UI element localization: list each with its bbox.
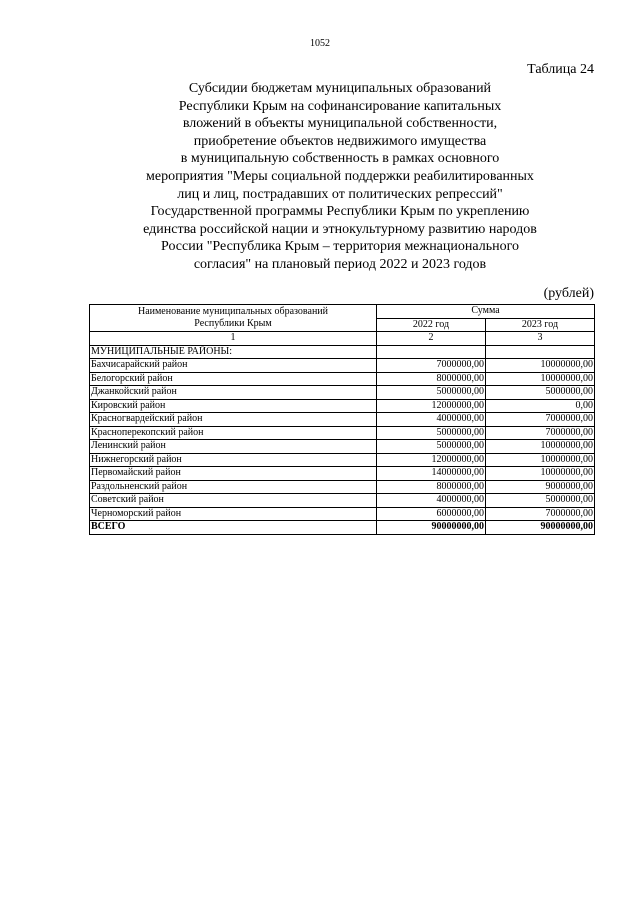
header-year-2022: 2022 год [377,318,486,332]
section-empty-cell [486,345,595,359]
amount-2023-cell: 5000000,00 [486,494,595,508]
district-name-cell: Белогорский район [90,372,377,386]
table-row [90,359,595,373]
table-row [90,467,595,481]
amount-2023-cell: 5000000,00 [486,386,595,400]
amount-2023-cell: 9000000,00 [486,480,595,494]
table-row [90,386,595,400]
amount-2023-cell: 7000000,00 [486,426,595,440]
total-row [90,521,595,535]
table-row [90,426,595,440]
page-number: 1052 [310,38,330,49]
document-title: Субсидии бюджетам муниципальных образований Республики Крым на софинансирование капитальных вложений в объекты муниципальной собственности, приобретение объектов недвижимого имущества в муниципальную собственность в рамках основного мероприятия "Меры социальной поддержки реабилитированных лиц и лиц, пострадавших от политических репрессий" Государственной программы Республики Крым по укреплению единства российской нации и этнокультурному развитию народов России "Республика Крым – территория межнационального согласия" на плановый период 2022 и 2023 годов [143,81,537,272]
amount-2022-cell: 7000000,00 [377,359,486,373]
column-number-3: 3 [486,332,595,346]
section-row [90,345,595,359]
header-name-line1: Наименование муниципальных образований [137,306,329,317]
header-sum-cell: Сумма [377,305,595,319]
district-name-cell: Красноперекопский район [90,426,377,440]
amount-2023-cell: 90000000,00 [486,521,595,535]
column-number-1: 1 [90,332,377,346]
district-name-cell: Ленинский район [90,440,377,454]
district-name-cell: ВСЕГО [90,521,377,535]
amount-2022-cell: 5000000,00 [377,440,486,454]
header-year-2023: 2023 год [486,318,595,332]
amount-2022-cell: 12000000,00 [377,399,486,413]
district-name-cell: Черноморский район [90,507,377,521]
amount-2023-cell: 10000000,00 [486,453,595,467]
amount-2022-cell: 14000000,00 [377,467,486,481]
amount-2022-cell: 12000000,00 [377,453,486,467]
amount-2023-cell: 10000000,00 [486,359,595,373]
table-row [90,494,595,508]
header-name-line2: Республики Крым [194,318,272,329]
section-empty-cell [377,345,486,359]
column-number-2: 2 [377,332,486,346]
amount-2022-cell: 4000000,00 [377,494,486,508]
table-row [90,440,595,454]
units-label: (рублей) [543,286,594,301]
amount-2023-cell: 7000000,00 [486,507,595,521]
amount-2022-cell: 8000000,00 [377,480,486,494]
table-row [90,480,595,494]
amount-2022-cell: 5000000,00 [377,386,486,400]
amount-2023-cell: 10000000,00 [486,440,595,454]
amount-2022-cell: 6000000,00 [377,507,486,521]
district-name-cell: Кировский район [90,399,377,413]
table-row [90,399,595,413]
district-name-cell: Нижнегорский район [90,453,377,467]
amount-2022-cell: 8000000,00 [377,372,486,386]
amount-2022-cell: 5000000,00 [377,426,486,440]
district-name-cell: Советский район [90,494,377,508]
table-label: Таблица 24 [527,62,594,77]
amount-2023-cell: 7000000,00 [486,413,595,427]
amount-2023-cell: 0,00 [486,399,595,413]
amount-2022-cell: 90000000,00 [377,521,486,535]
column-number-row [90,332,595,346]
header-name-cell [90,305,377,332]
amount-2023-cell: 10000000,00 [486,372,595,386]
table-row [90,453,595,467]
amount-2023-cell: 10000000,00 [486,467,595,481]
table-row [90,372,595,386]
district-name-cell: Джанкойский район [90,386,377,400]
header-row-1 [90,305,595,319]
district-name-cell: Красногвардейский район [90,413,377,427]
district-name-cell: Раздольненский район [90,480,377,494]
table-row [90,507,595,521]
district-name-cell: Первомайский район [90,467,377,481]
subsidy-table [89,304,595,535]
amount-2022-cell: 4000000,00 [377,413,486,427]
table-row [90,413,595,427]
district-name-cell: Бахчисарайский район [90,359,377,373]
section-label: МУНИЦИПАЛЬНЫЕ РАЙОНЫ: [90,345,377,359]
